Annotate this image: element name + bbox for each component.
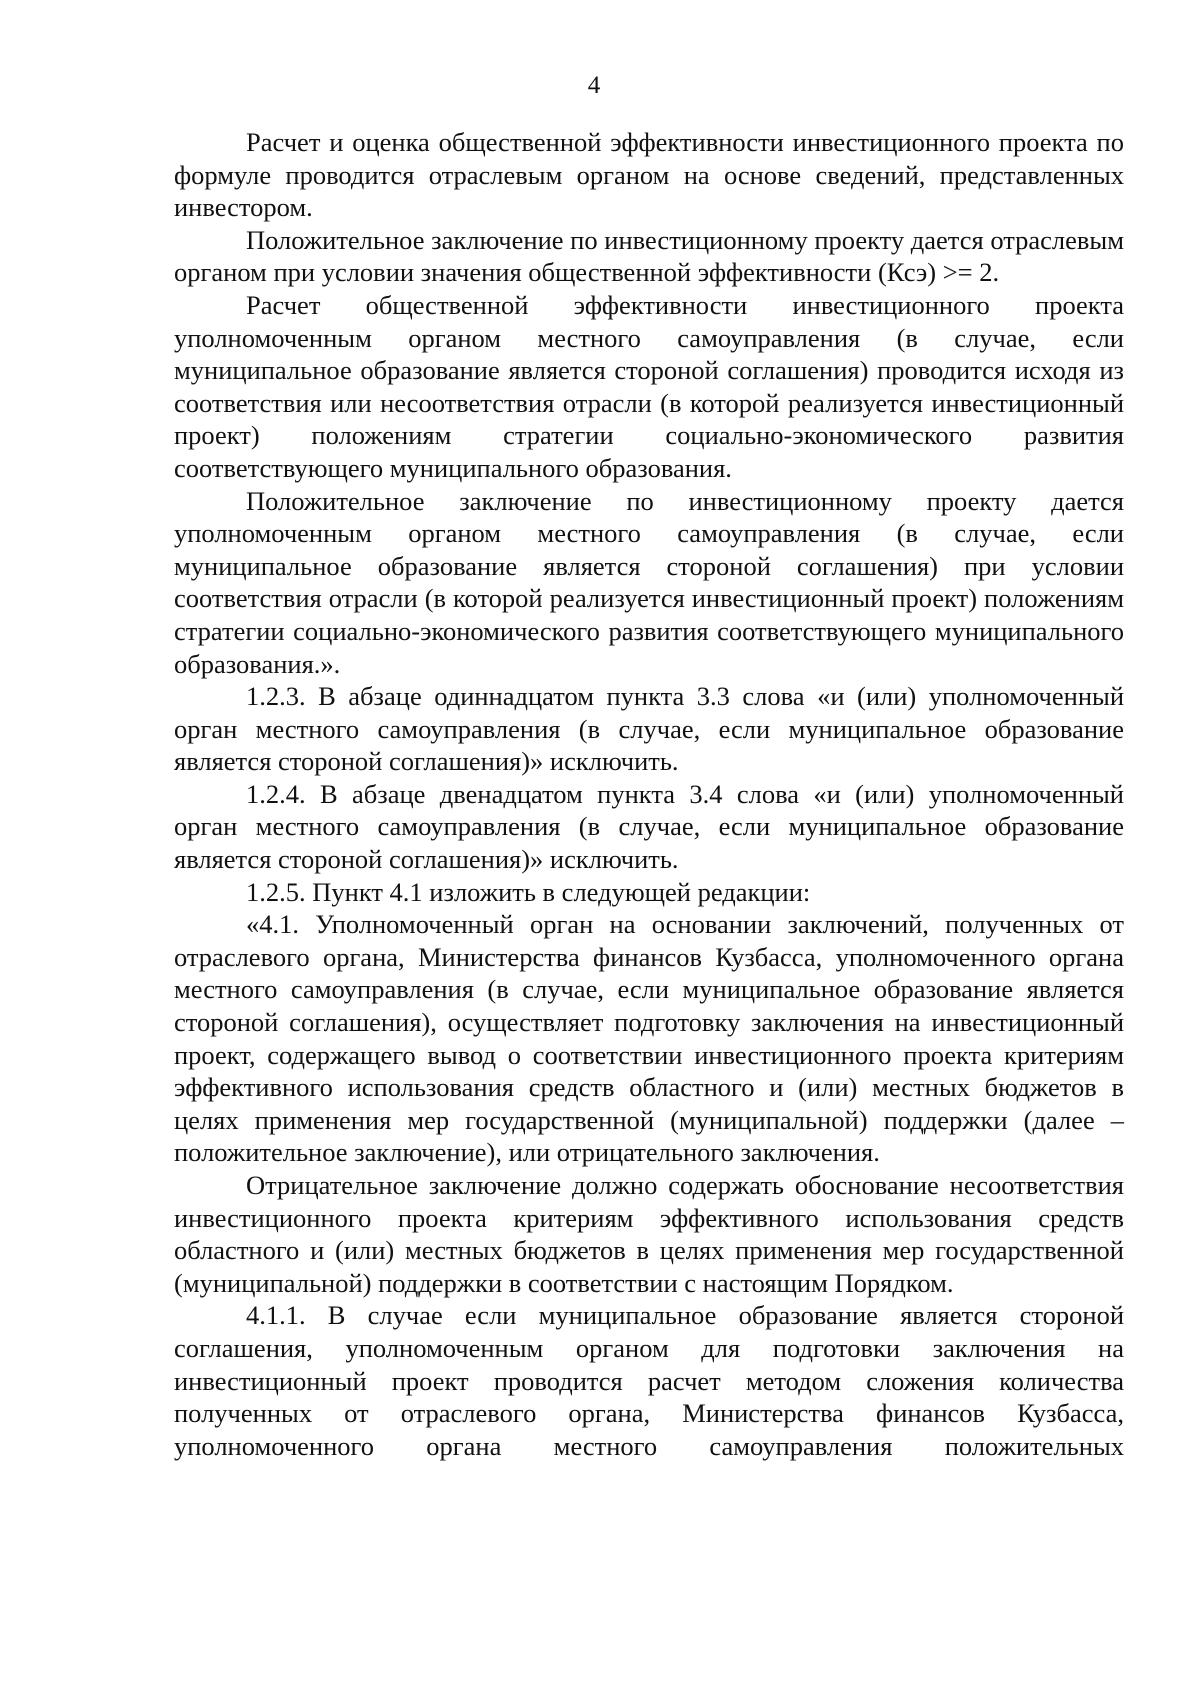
paragraph: 1.2.4. В абзаце двенадцатом пункта 3.4 слова «и (или) уполномоченный орган местного самоуправления (в случае, если муниципальное образование является стороной соглашения)» исключить.	[174, 778, 1124, 875]
page-number: 4	[587, 72, 601, 99]
paragraph: Отрицательное заключение должно содержать обоснование несоответствия инвестиционного проекта критериям эффективного использования средств областного и (или) местных бюджетов в целях применения мер государственной (муниципальной) поддержки в соответствии с настоящим Порядком.	[174, 1170, 1124, 1298]
paragraph: 1.2.5. Пункт 4.1 изложить в следующей редакции:	[246, 876, 811, 907]
paragraph: Расчет и оценка общественной эффективности инвестиционного проекта по формуле проводится отраслевым органом на основе сведений, представленных инвестором.	[174, 127, 1124, 223]
paragraph: 4.1.1. В случае если муниципальное образование является стороной соглашения, уполномоченным органом для подготовки заключения на инвестиционный проект проводится расчет методом сложения количества полученных от отраслевого органа, Министерства финансов Кузбасса, уполномоченного органа местного самоуправления положительных	[174, 1300, 1124, 1461]
paragraph: 1.2.3. В абзаце одиннадцатом пункта 3.3 слова «и (или) уполномоченный орган местного самоуправления (в случае, если муниципальное образование является стороной соглашения)» исключить.	[174, 681, 1124, 777]
paragraph: Расчет общественной эффективности инвестиционного проекта уполномоченным органом местного самоуправления (в случае, если муниципальное образование является стороной соглашения) проводится исходя из соответствия или несоответствия отрасли (в которой реализуется инвестиционный проект) положениям стратегии социально-экономического развития соответствующего муниципального образования.	[174, 289, 1124, 483]
paragraph: Положительное заключение по инвестиционному проекту дается уполномоченным органом местного самоуправления (в случае, если муниципальное образование является стороной соглашения) при условии соответствия отрасли (в которой реализуется инвестиционный проект) положениям стратегии социально-экономического развития соответствующего муниципального образования.».	[174, 485, 1124, 679]
document-body	[174, 126, 1124, 1462]
paragraph: «4.1. Уполномоченный орган на основании заключений, полученных от отраслевого органа, Министерства финансов Кузбасса, уполномоченного органа местного самоуправления (в случае, если муниципальное образование является стороной соглашения), осуществляет подготовку заключения на инвестиционный проект, содержащего вывод о соответствии инвестиционного проекта критериям эффективного использования средств областного и (или) местных бюджетов в целях применения мер государственной (муниципальной) поддержки (далее – положительное заключение), или отрицательного заключения.	[174, 909, 1124, 1168]
paragraph: Положительное заключение по инвестиционному проекту дается отраслевым органом при условии значения общественной эффективности (Ксэ) >= 2.	[174, 224, 1124, 288]
